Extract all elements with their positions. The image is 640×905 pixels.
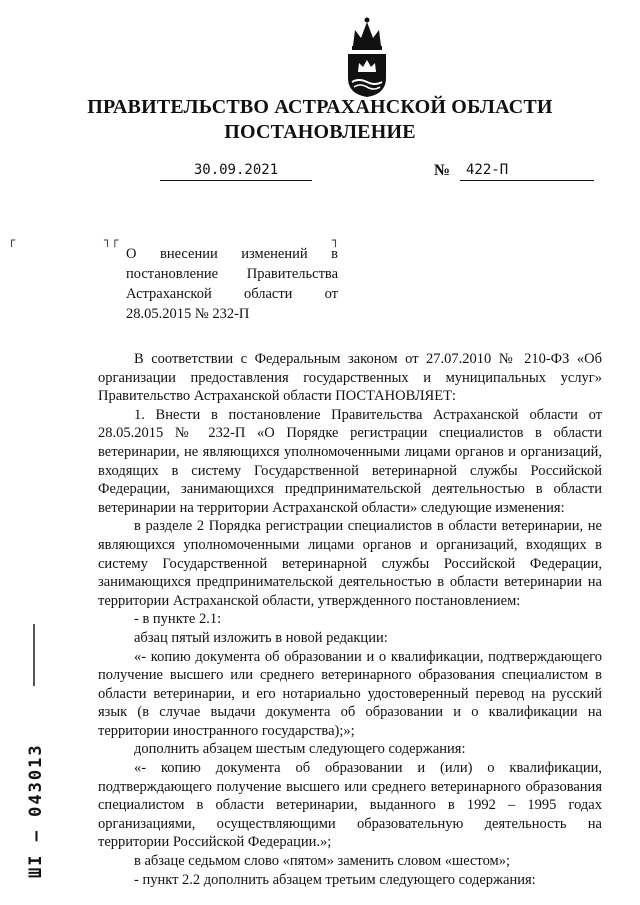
paragraph-quote-1: «- копию документа об образовании и о квалификации, подтверждающего получение высшего или среднего ветеринарного образования специалистом в области ветеринарии, и его нотариально удостоверенный перевод на русский язык (в случае выдачи документа об образовании и о квалификации на территории иностранного государства);»; [98,648,602,739]
document-body [98,350,602,889]
serial-number: ШI – 043013 [26,743,46,878]
corner-mark-subject-right: ┐ [332,233,340,247]
document-subject: О внесении изменений в постановление Правительства Астраханской области от 28.05.2015 № 232-П [126,246,338,322]
coat-of-arms-icon [344,16,390,98]
paragraph-clause-2-2: - пункт 2.2 дополнить абзацем третьим следующего содержания: [134,871,536,888]
document-date: 30.09.2021 [160,162,312,181]
paragraph-clause-2-1: - в пункте 2.1: [134,611,222,628]
paragraph-item-1: 1. Внести в постановление Правительства Астраханской области от 28.05.2015 № 232-П «О Порядке регистрации специалистов в области ветеринарии, не являющихся уполномоченными лицами органов и организаций, входящих в систему Государственной ветеринарной службы Российской Федерации, занимающихся предпринимательской деятельностью в области ветеринарии на территории Астраханской области» следующие изменения: [98,406,602,516]
doc-type-title: ПОСТАНОВЛЕНИЕ [224,121,416,143]
side-serial-stamp [22,730,44,878]
number-sign: № [434,162,451,179]
paragraph-abzac-7: в абзаце седьмом слово «пятом» заменить словом «шестом»; [134,853,510,870]
document-number: 422-П [460,162,594,181]
paragraph-add-abzac-6: дополнить абзацем шестым следующего содержания: [134,741,466,758]
paragraph-preamble: В соответствии с Федеральным законом от 27.07.2010 № 210-ФЗ «Об организации предоставления государственных и муниципальных услуг» Правительство Астраханской области ПОСТАНОВЛЯЕТ: [98,351,602,405]
paragraph-quote-2: «- копию документа об образовании и (или) о квалификации, подтверждающего получение высшего или среднего ветеринарного образования специалистом в области ветеринарии, выданного в 1992 – 1995 годах организациями, осуществляющими образовательную деятельность на территории Российской Федерации.»; [98,760,602,851]
org-title: ПРАВИТЕЛЬСТВО АСТРАХАНСКОЙ ОБЛАСТИ [87,96,553,118]
corner-mark-left: ┌ [8,233,16,247]
corner-mark-subject-left: ┐┌ [104,233,119,247]
paragraph-section-2: в разделе 2 Порядка регистрации специалистов в области ветеринарии, не являющихся уполномоченными лицами органов и организаций, входящих в систему Государственной ветеринарной службы Российской Федерации, занимающихся предпринимательской деятельностью в области ветеринарии на территории Астраханской области, утвержденного постановлением: [98,518,602,609]
margin-line [33,624,35,686]
paragraph-abzac-5: абзац пятый изложить в новой редакции: [134,629,388,646]
